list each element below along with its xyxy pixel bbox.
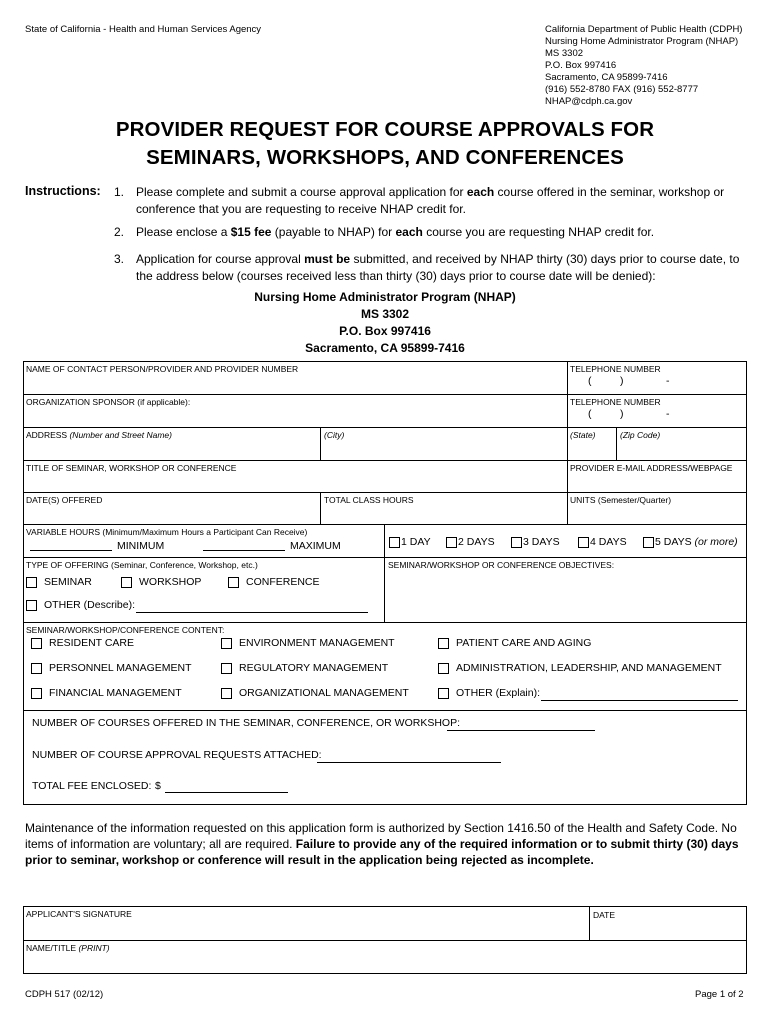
other-describe-label: OTHER (Describe):	[44, 599, 136, 611]
instruction-number: 2.	[114, 225, 125, 239]
number-of-requests-input[interactable]	[317, 762, 501, 763]
patient-care-aging-checkbox[interactable]	[438, 638, 449, 649]
regulatory-management-label: REGULATORY MANAGEMENT	[239, 662, 389, 674]
three-days-label: 3 DAYS	[523, 536, 560, 548]
number-of-courses-input[interactable]	[447, 730, 595, 731]
total-fee-input[interactable]	[165, 792, 288, 793]
telephone-label: TELEPHONE NUMBER	[570, 397, 661, 407]
mailing-address: Nursing Home Administrator Program (NHAP) MS 3302 P.O. Box 997416 Sacramento, CA 95899-7416	[254, 290, 516, 355]
form-number: CDPH 517 (02/12)	[25, 989, 104, 1000]
personnel-management-checkbox[interactable]	[31, 663, 42, 674]
financial-management-checkbox[interactable]	[31, 688, 42, 699]
department-address-block	[545, 24, 742, 108]
instruction-number: 1.	[114, 185, 125, 199]
dept-line: P.O. Box 997416	[545, 60, 617, 71]
zip-code-field[interactable]: (Zip Code)	[620, 430, 661, 440]
resident-care-label: RESIDENT CARE	[49, 637, 134, 649]
other-explain-input[interactable]	[541, 700, 738, 701]
title-line-2: SEMINARS, WORKSHOPS, AND CONFERENCES	[146, 146, 624, 169]
dept-line: Nursing Home Administrator Program (NHAP)	[545, 36, 739, 47]
other-explain-label: OTHER (Explain):	[456, 687, 541, 699]
workshop-checkbox[interactable]	[121, 577, 132, 588]
content-label: SEMINAR/WORKSHOP/CONFERENCE CONTENT:	[26, 625, 225, 635]
seminar-label: SEMINAR	[44, 576, 92, 588]
one-day-label: 1 DAY	[401, 536, 431, 548]
phone-area-open: (	[588, 408, 592, 420]
variable-hours-label: VARIABLE HOURS (Minimum/Maximum Hours a Participant Can Receive)	[26, 527, 308, 537]
organizational-management-checkbox[interactable]	[221, 688, 232, 699]
instruction-number: 3.	[114, 252, 125, 266]
contact-person-field[interactable]: NAME OF CONTACT PERSON/PROVIDER AND PROVIDER NUMBER	[26, 364, 299, 374]
environment-management-label: ENVIRONMENT MANAGEMENT	[239, 637, 395, 649]
four-days-checkbox[interactable]	[578, 537, 589, 548]
dates-offered-field[interactable]: DATE(S) OFFERED	[26, 495, 103, 505]
dept-line: (916) 552-8780 FAX (916) 552-8777	[545, 84, 699, 95]
maximum-hours-input[interactable]	[203, 550, 285, 551]
state-field[interactable]: (State)	[570, 430, 596, 440]
date-field[interactable]: DATE	[593, 910, 616, 920]
four-days-label: 4 DAYS	[590, 536, 627, 548]
two-days-label: 2 DAYS	[458, 536, 495, 548]
privacy-notice: Maintenance of the information requested on this application form is authorized by Section 1416.50 of the Health and Safety Code. No items of information are voluntary; all are required. Failure to provide any of the required information or to submit thirty (30) days prior to seminar, workshop or conference will result in the application being rejected as incomplete.	[25, 821, 739, 867]
two-days-checkbox[interactable]	[446, 537, 457, 548]
resident-care-checkbox[interactable]	[31, 638, 42, 649]
patient-care-aging-label: PATIENT CARE AND AGING	[456, 637, 592, 649]
instruction-item: Please complete and submit a course approval application for each course offered in the seminar, workshop or conference that you are requesting to receive NHAP credit for.	[136, 185, 725, 216]
objectives-field[interactable]: SEMINAR/WORKSHOP OR CONFERENCE OBJECTIVES:	[388, 560, 615, 570]
conference-label: CONFERENCE	[246, 576, 320, 588]
other-type-checkbox[interactable]	[26, 600, 37, 611]
instructions-list	[0, 184, 770, 284]
contact-telephone-input[interactable]	[575, 377, 745, 391]
other-describe-input[interactable]	[136, 612, 368, 613]
course-title-field[interactable]: TITLE OF SEMINAR, WORKSHOP OR CONFERENCE	[26, 463, 237, 473]
administration-leadership-checkbox[interactable]	[438, 663, 449, 674]
address-field[interactable]: ADDRESS (Number and Street Name)	[26, 430, 172, 440]
type-of-offering-label: TYPE OF OFFERING (Seminar, Conference, Workshop, etc.)	[26, 560, 258, 570]
phone-area-close: )	[620, 375, 624, 387]
instruction-item: Please enclose a $15 fee (payable to NHAP) for each course you are requesting NHAP credit for.	[136, 225, 655, 239]
conference-checkbox[interactable]	[228, 577, 239, 588]
administration-leadership-label: ADMINISTRATION, LEADERSHIP, AND MANAGEMENT	[456, 662, 722, 674]
financial-management-label: FINANCIAL MANAGEMENT	[49, 687, 182, 699]
instructions-label: Instructions:	[25, 184, 101, 198]
seminar-checkbox[interactable]	[26, 577, 37, 588]
organization-sponsor-field[interactable]: ORGANIZATION SPONSOR (if applicable):	[26, 397, 191, 407]
workshop-label: WORKSHOP	[139, 576, 202, 588]
page-title	[0, 116, 770, 172]
maximum-label: MAXIMUM	[290, 540, 341, 552]
three-days-checkbox[interactable]	[511, 537, 522, 548]
minimum-hours-input[interactable]	[30, 550, 112, 551]
phone-area-open: (	[588, 375, 592, 387]
minimum-label: MINIMUM	[117, 540, 165, 552]
sponsor-telephone-input[interactable]	[575, 410, 745, 424]
phone-area-close: )	[620, 408, 624, 420]
one-day-checkbox[interactable]	[389, 537, 400, 548]
phone-dash: -	[666, 408, 670, 420]
total-fee-label: TOTAL FEE ENCLOSED:	[32, 780, 152, 792]
telephone-label: TELEPHONE NUMBER	[570, 364, 661, 374]
number-of-requests-label: NUMBER OF COURSE APPROVAL REQUESTS ATTACHED:	[32, 749, 322, 761]
title-line-1: PROVIDER REQUEST FOR COURSE APPROVALS FOR	[115, 118, 655, 141]
applicant-signature-field[interactable]: APPLICANT'S SIGNATURE	[26, 909, 132, 919]
city-field[interactable]: (City)	[324, 430, 345, 440]
regulatory-management-checkbox[interactable]	[221, 663, 232, 674]
environment-management-checkbox[interactable]	[221, 638, 232, 649]
dept-line: Sacramento, CA 95899-7416	[545, 72, 668, 83]
organizational-management-label: ORGANIZATIONAL MANAGEMENT	[239, 687, 409, 699]
personnel-management-label: PERSONNEL MANAGEMENT	[49, 662, 192, 674]
agency-name: State of California - Health and Human Services Agency	[25, 24, 262, 35]
other-explain-checkbox[interactable]	[438, 688, 449, 699]
five-days-label: 5 DAYS (or more)	[655, 536, 738, 548]
total-class-hours-field[interactable]: TOTAL CLASS HOURS	[324, 495, 414, 505]
units-field[interactable]: UNITS (Semester/Quarter)	[570, 495, 672, 505]
five-days-checkbox[interactable]	[643, 537, 654, 548]
page-number: Page 1 of 2	[695, 989, 744, 1000]
phone-dash: -	[666, 375, 670, 387]
dept-line: California Department of Public Health (CDPH)	[545, 24, 743, 35]
number-of-courses-label: NUMBER OF COURSES OFFERED IN THE SEMINAR, CONFERENCE, OR WORKSHOP:	[32, 717, 461, 729]
dept-email: NHAP@cdph.ca.gov	[545, 96, 633, 107]
provider-email-field[interactable]: PROVIDER E-MAIL ADDRESS/WEBPAGE	[570, 463, 733, 473]
dollar-sign: $	[155, 780, 161, 792]
dept-line: MS 3302	[545, 48, 584, 59]
instruction-item: Application for course approval must be submitted, and received by NHAP thirty (30) days prior to course date, to the address below (courses received less than thirty (30) days prior to course date will be denied):	[136, 252, 740, 283]
name-title-field[interactable]: NAME/TITLE (PRINT)	[26, 943, 110, 953]
